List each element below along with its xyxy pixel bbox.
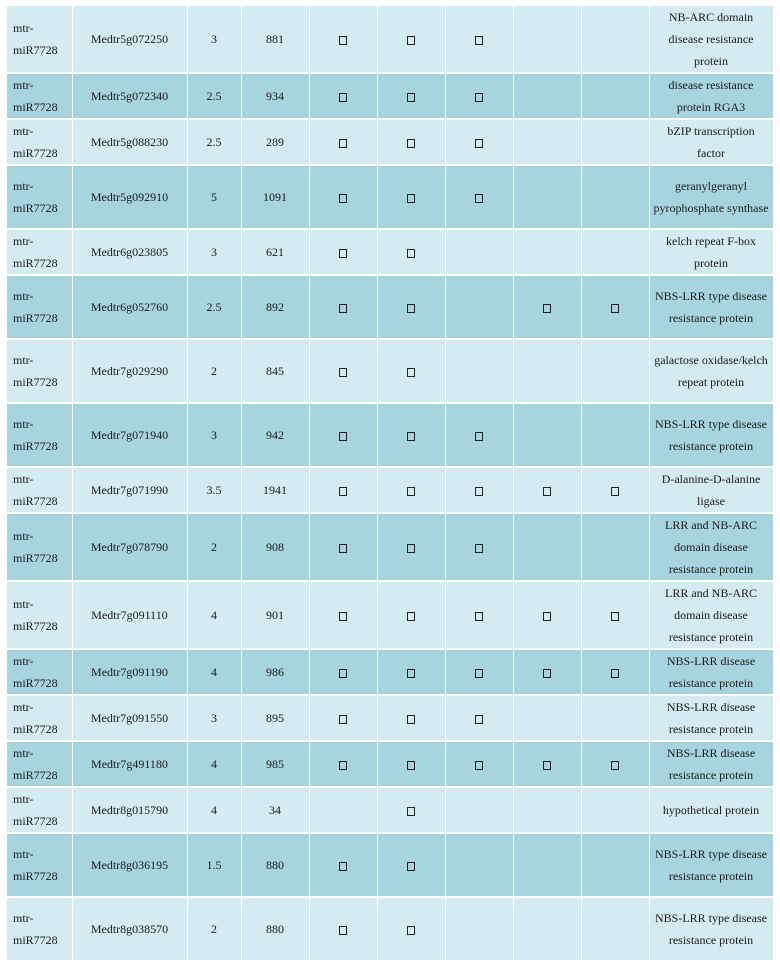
checkbox-mark-icon	[339, 194, 347, 203]
mark-cell-2	[377, 275, 445, 339]
mark-cell-4	[513, 695, 581, 741]
description-cell: kelch repeat F-box protein	[649, 229, 773, 275]
mirna-cell: mtr- miR7728	[7, 741, 72, 787]
length-cell: 34	[241, 787, 309, 833]
mirna-cell: mtr- miR7728	[7, 229, 72, 275]
description-cell: LRR and NB-ARC domain disease resistance protein	[649, 581, 773, 649]
checkbox-mark-icon	[543, 612, 551, 621]
mark-cell-3	[445, 165, 513, 229]
target-table-container	[7, 6, 773, 962]
mirna-cell: mtr- miR7728	[7, 897, 72, 961]
description-cell: NBS-LRR disease resistance protein	[649, 741, 773, 787]
mark-cell-2	[377, 467, 445, 513]
mark-cell-1	[309, 119, 377, 165]
score-cell: 4	[187, 741, 241, 787]
score-cell: 4	[187, 787, 241, 833]
mark-cell-1	[309, 73, 377, 119]
checkbox-mark-icon	[475, 761, 483, 770]
checkbox-mark-icon	[475, 612, 483, 621]
checkbox-mark-icon	[339, 304, 347, 313]
checkbox-mark-icon	[543, 669, 551, 678]
mark-cell-1	[309, 741, 377, 787]
mark-cell-4	[513, 833, 581, 897]
checkbox-mark-icon	[339, 249, 347, 258]
checkbox-mark-icon	[543, 487, 551, 496]
mark-cell-2	[377, 695, 445, 741]
checkbox-mark-icon	[475, 715, 483, 724]
checkbox-mark-icon	[407, 926, 415, 935]
mark-cell-5	[581, 897, 649, 961]
checkbox-mark-icon	[407, 368, 415, 377]
mark-cell-2	[377, 339, 445, 403]
table-row	[7, 275, 773, 339]
table-row	[7, 741, 773, 787]
checkbox-mark-icon	[407, 862, 415, 871]
checkbox-mark-icon	[339, 487, 347, 496]
score-cell: 4	[187, 581, 241, 649]
table-row	[7, 119, 773, 165]
description-cell: NBS-LRR type disease resistance protein	[649, 403, 773, 467]
gene-id-cell: Medtr7g091190	[72, 649, 187, 695]
mark-cell-5	[581, 695, 649, 741]
length-cell: 934	[241, 73, 309, 119]
gene-id-cell: Medtr7g078790	[72, 513, 187, 581]
checkbox-mark-icon	[339, 544, 347, 553]
mirna-cell: mtr- miR7728	[7, 467, 72, 513]
mark-cell-3	[445, 119, 513, 165]
mark-cell-1	[309, 833, 377, 897]
mirna-target-table	[7, 6, 774, 962]
mark-cell-5	[581, 229, 649, 275]
table-row	[7, 897, 773, 961]
mirna-cell: mtr- miR7728	[7, 695, 72, 741]
table-row	[7, 649, 773, 695]
mark-cell-5	[581, 73, 649, 119]
gene-id-cell: Medtr8g038570	[72, 897, 187, 961]
checkbox-mark-icon	[611, 304, 619, 313]
mark-cell-5	[581, 833, 649, 897]
checkbox-mark-icon	[339, 432, 347, 441]
score-cell: 2	[187, 897, 241, 961]
description-cell: D-alanine-D-alanine ligase	[649, 467, 773, 513]
mirna-cell: mtr- miR7728	[7, 513, 72, 581]
table-row	[7, 695, 773, 741]
mark-cell-2	[377, 741, 445, 787]
mark-cell-5	[581, 6, 649, 73]
gene-id-cell: Medtr8g015790	[72, 787, 187, 833]
length-cell: 895	[241, 695, 309, 741]
mark-cell-4	[513, 787, 581, 833]
length-cell: 880	[241, 833, 309, 897]
mark-cell-5	[581, 275, 649, 339]
description-cell: NB-ARC domain disease resistance protein	[649, 6, 773, 73]
checkbox-mark-icon	[407, 249, 415, 258]
table-row	[7, 165, 773, 229]
description-cell: disease resistance protein RGA3	[649, 73, 773, 119]
checkbox-mark-icon	[407, 36, 415, 45]
table-row	[7, 6, 773, 73]
description-cell: NBS-LRR type disease resistance protein	[649, 833, 773, 897]
mark-cell-1	[309, 513, 377, 581]
checkbox-mark-icon	[475, 194, 483, 203]
checkbox-mark-icon	[407, 715, 415, 724]
mark-cell-3	[445, 229, 513, 275]
score-cell: 2	[187, 513, 241, 581]
mirna-cell: mtr- miR7728	[7, 119, 72, 165]
checkbox-mark-icon	[339, 715, 347, 724]
checkbox-mark-icon	[611, 487, 619, 496]
description-cell: NBS-LRR disease resistance protein	[649, 695, 773, 741]
mark-cell-3	[445, 649, 513, 695]
mark-cell-1	[309, 649, 377, 695]
mark-cell-5	[581, 119, 649, 165]
mark-cell-3	[445, 513, 513, 581]
checkbox-mark-icon	[339, 612, 347, 621]
table-row	[7, 467, 773, 513]
length-cell: 845	[241, 339, 309, 403]
mark-cell-1	[309, 787, 377, 833]
score-cell: 1.5	[187, 833, 241, 897]
mirna-cell: mtr- miR7728	[7, 833, 72, 897]
checkbox-mark-icon	[475, 669, 483, 678]
score-cell: 5	[187, 165, 241, 229]
mark-cell-5	[581, 649, 649, 695]
length-cell: 986	[241, 649, 309, 695]
mark-cell-1	[309, 165, 377, 229]
mirna-cell: mtr- miR7728	[7, 649, 72, 695]
mark-cell-5	[581, 741, 649, 787]
gene-id-cell: Medtr6g023805	[72, 229, 187, 275]
length-cell: 289	[241, 119, 309, 165]
mark-cell-1	[309, 229, 377, 275]
mirna-cell: mtr- miR7728	[7, 73, 72, 119]
mark-cell-5	[581, 513, 649, 581]
mark-cell-1	[309, 467, 377, 513]
mark-cell-3	[445, 787, 513, 833]
checkbox-mark-icon	[543, 761, 551, 770]
mirna-cell: mtr- miR7728	[7, 6, 72, 73]
checkbox-mark-icon	[339, 139, 347, 148]
score-cell: 4	[187, 649, 241, 695]
score-cell: 2	[187, 339, 241, 403]
checkbox-mark-icon	[339, 926, 347, 935]
checkbox-mark-icon	[475, 487, 483, 496]
table-row	[7, 339, 773, 403]
length-cell: 908	[241, 513, 309, 581]
mark-cell-2	[377, 787, 445, 833]
description-cell: hypothetical protein	[649, 787, 773, 833]
mark-cell-1	[309, 6, 377, 73]
gene-id-cell: Medtr6g052760	[72, 275, 187, 339]
checkbox-mark-icon	[407, 139, 415, 148]
mark-cell-3	[445, 403, 513, 467]
checkbox-mark-icon	[339, 669, 347, 678]
mirna-cell: mtr- miR7728	[7, 275, 72, 339]
table-body	[7, 6, 773, 961]
gene-id-cell: Medtr7g071940	[72, 403, 187, 467]
mark-cell-1	[309, 695, 377, 741]
table-row	[7, 513, 773, 581]
length-cell: 1941	[241, 467, 309, 513]
mark-cell-5	[581, 787, 649, 833]
mark-cell-3	[445, 339, 513, 403]
mark-cell-1	[309, 339, 377, 403]
checkbox-mark-icon	[475, 432, 483, 441]
table-row	[7, 787, 773, 833]
checkbox-mark-icon	[339, 761, 347, 770]
checkbox-mark-icon	[407, 93, 415, 102]
mark-cell-4	[513, 275, 581, 339]
score-cell: 2.5	[187, 73, 241, 119]
table-row	[7, 73, 773, 119]
mark-cell-2	[377, 833, 445, 897]
mark-cell-2	[377, 229, 445, 275]
mark-cell-3	[445, 833, 513, 897]
length-cell: 892	[241, 275, 309, 339]
mark-cell-2	[377, 73, 445, 119]
mark-cell-1	[309, 581, 377, 649]
mark-cell-2	[377, 649, 445, 695]
mark-cell-3	[445, 741, 513, 787]
description-cell: geranylgeranyl pyrophosphate synthase	[649, 165, 773, 229]
description-cell: bZIP transcription factor	[649, 119, 773, 165]
checkbox-mark-icon	[407, 807, 415, 816]
description-cell: NBS-LRR disease resistance protein	[649, 649, 773, 695]
mark-cell-4	[513, 403, 581, 467]
mark-cell-4	[513, 741, 581, 787]
checkbox-mark-icon	[475, 36, 483, 45]
mark-cell-4	[513, 897, 581, 961]
mark-cell-4	[513, 73, 581, 119]
mark-cell-1	[309, 897, 377, 961]
score-cell: 3.5	[187, 467, 241, 513]
score-cell: 2.5	[187, 119, 241, 165]
mark-cell-3	[445, 73, 513, 119]
score-cell: 3	[187, 229, 241, 275]
checkbox-mark-icon	[407, 669, 415, 678]
mark-cell-3	[445, 695, 513, 741]
length-cell: 901	[241, 581, 309, 649]
checkbox-mark-icon	[611, 669, 619, 678]
checkbox-mark-icon	[475, 544, 483, 553]
checkbox-mark-icon	[407, 304, 415, 313]
mark-cell-2	[377, 403, 445, 467]
mark-cell-2	[377, 897, 445, 961]
checkbox-mark-icon	[475, 139, 483, 148]
mark-cell-3	[445, 275, 513, 339]
score-cell: 3	[187, 6, 241, 73]
mark-cell-3	[445, 467, 513, 513]
description-cell: galactose oxidase/kelch repeat protein	[649, 339, 773, 403]
mark-cell-2	[377, 119, 445, 165]
description-cell: LRR and NB-ARC domain disease resistance protein	[649, 513, 773, 581]
table-row	[7, 229, 773, 275]
table-row	[7, 403, 773, 467]
mark-cell-5	[581, 339, 649, 403]
checkbox-mark-icon	[407, 432, 415, 441]
length-cell: 985	[241, 741, 309, 787]
mark-cell-2	[377, 513, 445, 581]
mirna-cell: mtr- miR7728	[7, 403, 72, 467]
mirna-cell: mtr- miR7728	[7, 787, 72, 833]
mark-cell-2	[377, 6, 445, 73]
checkbox-mark-icon	[339, 368, 347, 377]
gene-id-cell: Medtr7g029290	[72, 339, 187, 403]
mark-cell-3	[445, 897, 513, 961]
mark-cell-5	[581, 165, 649, 229]
checkbox-mark-icon	[543, 304, 551, 313]
checkbox-mark-icon	[339, 36, 347, 45]
mark-cell-1	[309, 275, 377, 339]
gene-id-cell: Medtr5g072340	[72, 73, 187, 119]
mark-cell-1	[309, 403, 377, 467]
mark-cell-3	[445, 6, 513, 73]
score-cell: 3	[187, 695, 241, 741]
gene-id-cell: Medtr7g091550	[72, 695, 187, 741]
mirna-cell: mtr- miR7728	[7, 165, 72, 229]
mark-cell-4	[513, 513, 581, 581]
gene-id-cell: Medtr7g491180	[72, 741, 187, 787]
description-cell: NBS-LRR type disease resistance protein	[649, 897, 773, 961]
mark-cell-4	[513, 6, 581, 73]
checkbox-mark-icon	[611, 612, 619, 621]
table-row	[7, 833, 773, 897]
length-cell: 1091	[241, 165, 309, 229]
mirna-cell: mtr- miR7728	[7, 581, 72, 649]
mark-cell-4	[513, 339, 581, 403]
checkbox-mark-icon	[407, 612, 415, 621]
checkbox-mark-icon	[339, 862, 347, 871]
gene-id-cell: Medtr5g072250	[72, 6, 187, 73]
gene-id-cell: Medtr7g071990	[72, 467, 187, 513]
mark-cell-4	[513, 581, 581, 649]
mark-cell-4	[513, 649, 581, 695]
description-cell: NBS-LRR type disease resistance protein	[649, 275, 773, 339]
length-cell: 621	[241, 229, 309, 275]
length-cell: 881	[241, 6, 309, 73]
score-cell: 2.5	[187, 275, 241, 339]
mirna-cell: mtr- miR7728	[7, 339, 72, 403]
length-cell: 942	[241, 403, 309, 467]
score-cell: 3	[187, 403, 241, 467]
mark-cell-2	[377, 581, 445, 649]
checkbox-mark-icon	[611, 761, 619, 770]
mark-cell-5	[581, 581, 649, 649]
gene-id-cell: Medtr7g091110	[72, 581, 187, 649]
mark-cell-2	[377, 165, 445, 229]
mark-cell-4	[513, 119, 581, 165]
gene-id-cell: Medtr8g036195	[72, 833, 187, 897]
checkbox-mark-icon	[475, 93, 483, 102]
length-cell: 880	[241, 897, 309, 961]
checkbox-mark-icon	[339, 93, 347, 102]
mark-cell-4	[513, 165, 581, 229]
gene-id-cell: Medtr5g088230	[72, 119, 187, 165]
checkbox-mark-icon	[407, 544, 415, 553]
mark-cell-4	[513, 229, 581, 275]
mark-cell-4	[513, 467, 581, 513]
gene-id-cell: Medtr5g092910	[72, 165, 187, 229]
checkbox-mark-icon	[407, 487, 415, 496]
table-row	[7, 581, 773, 649]
mark-cell-5	[581, 403, 649, 467]
mark-cell-5	[581, 467, 649, 513]
checkbox-mark-icon	[407, 194, 415, 203]
mark-cell-3	[445, 581, 513, 649]
checkbox-mark-icon	[407, 761, 415, 770]
